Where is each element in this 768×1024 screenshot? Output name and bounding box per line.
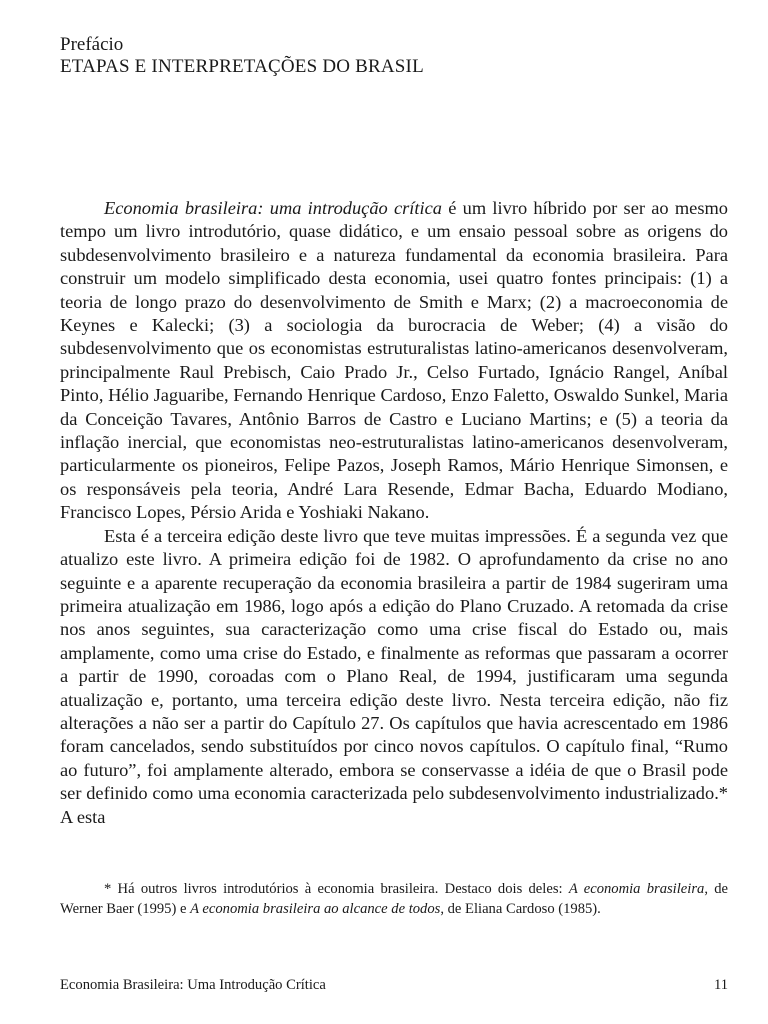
section-label: Prefácio [60, 34, 124, 55]
footnote-italic-1: A economia brasileira [568, 881, 705, 897]
chapter-title: ETAPAS E INTERPRETAÇÕES DO BRASIL [60, 56, 424, 77]
book-title-italic: Economia brasileira: uma introdução crítica [104, 198, 442, 218]
footnote-italic-2: A economia brasileira ao alcance de todos [190, 901, 441, 917]
paragraph-1-text: é um livro híbrido por ser ao mesmo tempo um livro introdutório, quase didático, e um ensaio pessoal sobre as origens do subdesenvolvimento brasileiro e a natureza fundamental da economia brasileira. Para construir um modelo simplificado desta economia, usei quatro fontes principais: (1) a teoria de longo prazo do desenvolvimento de Smith e Marx; (2) a macroeconomia de Keynes e Kalecki; (3) a sociologia da burocracia de Weber; (4) a visão do subdesenvolvimento que os economistas estruturalistas latino-americanos desenvolveram, principalmente Raul Prebisch, Caio Prado Jr., Celso Furtado, Ignácio Rangel, Aníbal Pinto, Hélio Jaguaribe, Fernando Henrique Cardoso, Enzo Faletto, Oswaldo Sunkel, Maria da Conceição Tavares, Antônio Barros de Castro e Luciano Martins; e (5) a teoria da inflação inercial, que economistas neo-estruturalistas latino-americanos desenvolveram, particularmente os pioneiros, Felipe Pazos, Joseph Ramos, Mário Henrique Simonsen, e os responsáveis pela teoria, André Lara Resende, Edmar Bacha, Eduardo Modiano, Francisco Lopes, Pérsio Arida e Yoshiaki Nakano. [60, 198, 728, 523]
page-header [60, 34, 424, 78]
paragraph-2-text: Esta é a terceira edição deste livro que teve muitas impressões. É a segunda vez que atualizo este livro. A primeira edição foi de 1982. O aprofundamento da crise no ano seguinte e a aparente recuperação da economia brasileira a partir de 1984 sugeriram uma primeira atualização em 1986, logo após a edição do Plano Cruzado. A retomada da crise nos anos seguintes, sua caracterização como uma crise fiscal do Estado ou, mais amplamente, como uma crise do Estado, e finalmente as reformas que passaram a ocorrer a partir de 1990, coroadas com o Plano Real, de 1994, justificaram uma segunda atualização e, portanto, uma terceira edição deste livro. Nesta terceira edição, não fiz alterações a não ser a partir do Capítulo 27. Os capítulos que havia acrescentado em 1986 foram cancelados, sendo substituídos por cinco novos capítulos. O capítulo final, “Rumo ao futuro”, foi amplamente alterado, embora se conservasse a idéia de que o Brasil pode ser definido como uma economia caracterizada pelo subdesenvolvimento industrializado.* A esta [60, 525, 728, 827]
footnote-text-1: * Há outros livros introdutórios à economia brasileira. Destaco dois deles: [104, 881, 569, 897]
footnote-text-3: , de Eliana Cardoso (1985). [440, 901, 601, 917]
footnote [60, 879, 728, 919]
body-text [60, 197, 728, 829]
page-number: 11 [713, 977, 728, 993]
paragraph-1 [60, 197, 728, 525]
running-footer-title: Economia Brasileira: Uma Introdução Crítica [60, 977, 326, 993]
paragraph-2 [60, 525, 728, 829]
footnote-text-2: , de Werner Baer (1995) e [60, 881, 728, 917]
